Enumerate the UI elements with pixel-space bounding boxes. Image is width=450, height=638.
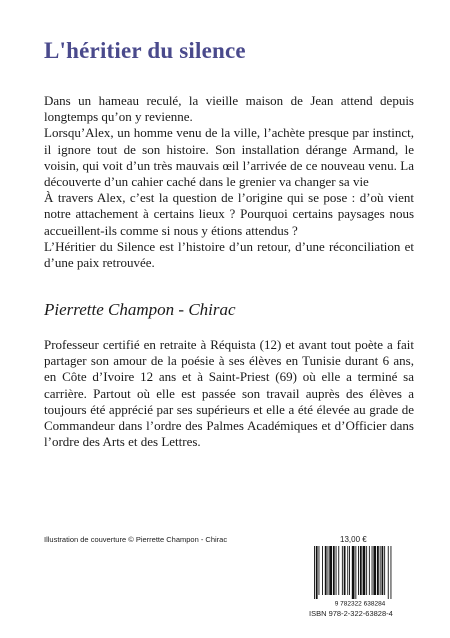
blurb-paragraph: Lorsqu’Alex, un homme venu de la ville, l’achète presque par instinct, il ignore tout de son histoire. Son installation dérange Armand, le voisin, qui voit d’un très mauvais œil l’arrivée de ce nouveau venu. La découverte d’un cahier caché dans le grenier va changer sa vie	[44, 125, 414, 190]
barcode-bar	[325, 546, 327, 595]
barcode-bar	[358, 546, 359, 595]
price-label: 13,00 €	[340, 535, 367, 544]
isbn-label: ISBN 978-2-322-63828-4	[309, 609, 393, 618]
barcode-bar	[349, 546, 350, 595]
barcode-bar	[388, 546, 389, 599]
barcode-bar	[319, 546, 320, 595]
barcode-bar	[344, 546, 346, 595]
barcode-bar	[360, 546, 362, 595]
barcode-bar	[314, 546, 315, 599]
blurb-paragraph: Dans un hameau reculé, la vieille maison de Jean attend depuis longtemps qu’on y revienne.	[44, 93, 414, 125]
barcode-bar	[338, 546, 339, 595]
barcode-bar	[373, 546, 376, 595]
author-name: Pierrette Champon - Chirac	[44, 300, 236, 319]
barcode-graphic	[309, 545, 411, 607]
blurb-paragraph: L’Héritier du Silence est l’histoire d’un retour, d’une réconciliation et d’une paix retrouvée.	[44, 238, 414, 271]
barcode-bar	[384, 546, 385, 595]
barcode-bar	[382, 546, 384, 595]
barcode-bar	[391, 546, 392, 599]
barcode-bar	[363, 546, 366, 595]
back-cover-blurb	[44, 93, 414, 271]
barcode-bar	[347, 546, 348, 595]
barcode-digits: 9 782322 638284	[334, 600, 386, 607]
barcode-bar	[322, 546, 323, 595]
barcode-bar	[377, 546, 379, 595]
barcode	[309, 545, 411, 607]
barcode-bar	[366, 546, 367, 595]
blurb-paragraph: À travers Alex, c’est la question de l’origine qui se pose : d’où vient notre attachement à certains lieux ? Pourquoi certains paysages nous accueillent-ils comme si nous y étions attendus ?	[44, 190, 414, 238]
page-title: L'héritier du silence	[44, 38, 246, 63]
barcode-bar	[369, 546, 370, 595]
author-bio: Professeur certifié en retraite à Réquista (12) et avant tout poète a fait partager son amour de la poésie à ses élèves en Tunisie durant 6 ans, en Côte d’Ivoire 12 ans et à Saint-Priest (69) où elle a terminé sa carrière. Partout où elle est passée son travail auprès des élèves a toujours été apprécié par ses supérieurs et elle a été élevée au grade de Commandeur dans l’ordre des Palmes Académiques et d’Officier dans l’ordre des Arts et des Lettres.	[44, 337, 414, 450]
barcode-bar	[342, 546, 343, 595]
barcode-bar	[336, 546, 337, 595]
barcode-bar	[355, 546, 356, 599]
barcode-bar	[380, 546, 381, 595]
barcode-bar	[316, 546, 318, 599]
barcode-bar	[372, 546, 373, 595]
barcode-bar	[352, 546, 355, 599]
cover-credit: Illustration de couverture © Pierrette Champon - Chirac	[44, 535, 228, 544]
barcode-bar	[328, 546, 329, 595]
barcode-bar	[333, 546, 335, 595]
barcode-bar	[329, 546, 332, 595]
